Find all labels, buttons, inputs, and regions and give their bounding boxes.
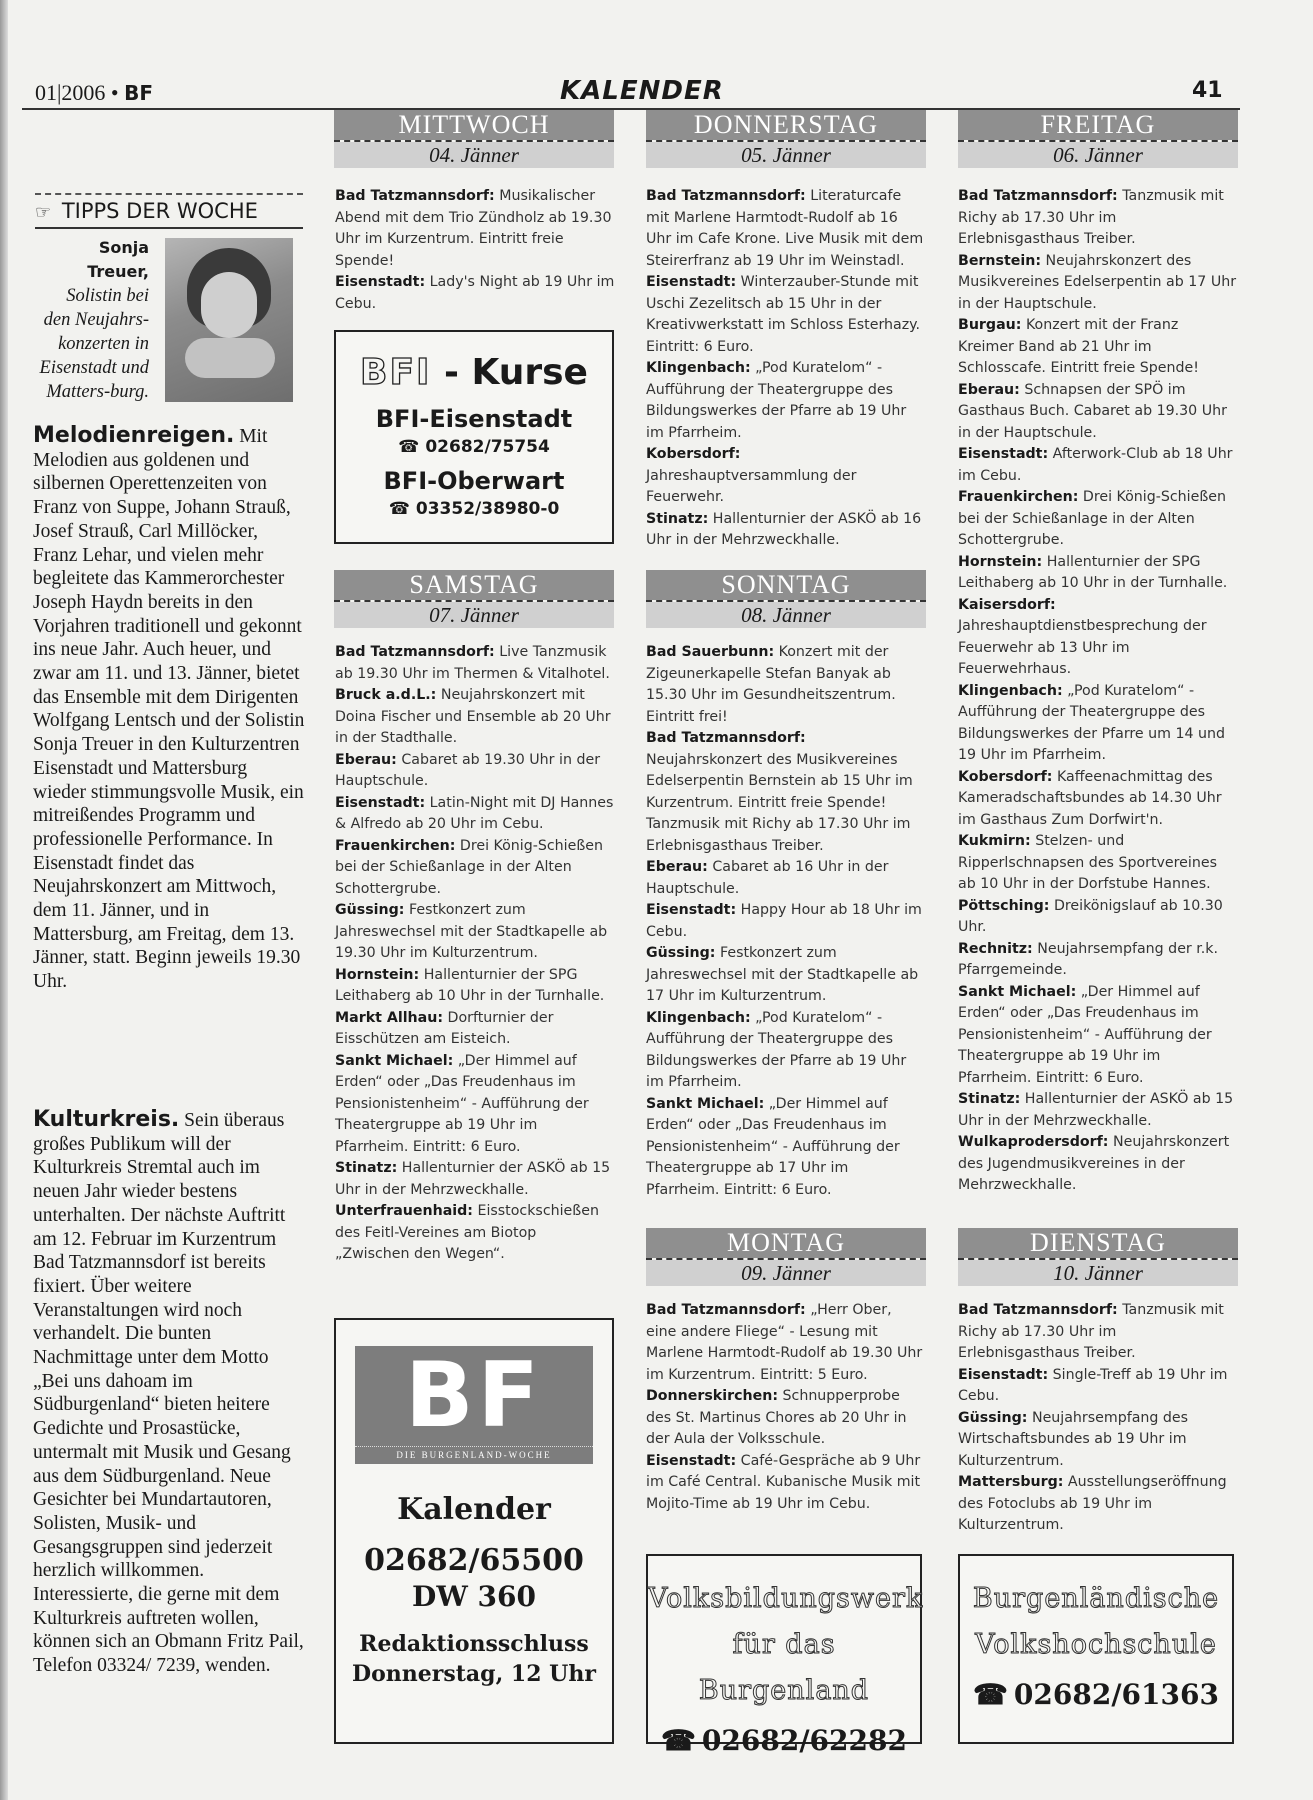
entry-text: Winterzauber-Stunde mit Uschi Zezelitsch ab 15 Uhr in der Kreativwerkstatt im Schloss Esterhazy. Eintritt: 6 Euro. xyxy=(646,274,921,355)
pointing-hand-icon: ☞ xyxy=(35,202,52,223)
listing-entry xyxy=(335,642,615,685)
day-name: FREITAG xyxy=(958,110,1238,140)
entry-text: Hallenturnier der ASKÖ ab 16 Uhr in der Mehrzweckhalle. xyxy=(646,510,922,548)
entry-place: Donnerskirchen: xyxy=(646,1388,778,1404)
entry-text: Hallenturnier der SPG Leithaberg ab 10 Uhr in der Turnhalle. xyxy=(335,966,605,1004)
vbw-title-line2: für das Burgenland xyxy=(698,1629,870,1706)
entry-text: Cabaret ab 19.30 Uhr in der Hauptschule. xyxy=(335,751,601,789)
listing-entry xyxy=(958,896,1238,939)
vhs-title xyxy=(960,1576,1232,1668)
listing-entry xyxy=(646,1300,926,1386)
entry-place: Stinatz: xyxy=(335,1160,398,1176)
entry-text: „Der Himmel auf Erden“ oder „Das Freudenhaus im Pensionistenheim“ - Aufführung der Theatergruppe ab 17 Uhr im Pfarrheim. Eintritt: 6 Euro. xyxy=(646,1095,900,1198)
listing-donnerstag xyxy=(646,186,926,552)
entry-text: Tanzmusik mit Richy ab 17.30 Uhr im Erlebnisgasthaus Treiber. xyxy=(958,188,1224,247)
listing-sonntag xyxy=(646,642,926,1201)
entry-place: Eisenstadt: xyxy=(335,794,426,811)
entry-text: Jahreshauptdienstbesprechung der Feuerwehr ab 13 Uhr im Feuerwehrhaus. xyxy=(958,618,1207,677)
listing-entry xyxy=(958,552,1238,595)
section-title: KALENDER xyxy=(560,76,724,106)
listing-entry xyxy=(646,272,926,358)
article-body: Sein überaus großes Publikum will der Kulturkreis Stremtal auch im neuen Jahr wieder bestens unterhalten. Der nächste Auftritt am 12. Februar im Kurzentrum Bad Tatzmannsdorf ist bereits fixiert. Über weitere Veranstaltungen wird noch verhandelt. Die bunten Nachmittage unter dem Motto „Bei uns dahoam im Südburgenland“ bieten heitere Gedichte und Prosastücke, untermalt mit Musik und Gesang aus dem Südburgenland. Neue Gesichter bei Mundartautoren, Solisten, Musik- und Gesangsgruppen sind jederzeit herzlich willkommen. Interessierte, die gerne mit dem Kulturkreis auftreten wollen, können sich an Obmann Fritz Pail, Telefon 03324/ 7239, wenden. xyxy=(33,1110,304,1677)
bf-ad-deadline xyxy=(336,1629,612,1689)
day-date: 04. Jänner xyxy=(334,142,614,168)
entry-place: Güssing: xyxy=(958,1409,1028,1426)
photo-caption xyxy=(35,236,149,404)
entry-text: Schnapsen der SPÖ im Gasthaus Buch. Cabaret ab 19.30 Uhr in der Hauptschule. xyxy=(958,381,1227,441)
telephone-icon: ☎ xyxy=(388,499,410,519)
entry-place: Kaisersdorf: xyxy=(958,596,1056,613)
entry-text: Jahreshauptversammlung der Feuerwehr. xyxy=(646,467,857,505)
entry-text: Ausstellungseröffnung des Fotoclubs ab 19 Uhr im Kulturzentrum. xyxy=(958,1474,1227,1533)
portrait-hands xyxy=(185,338,275,378)
entry-place: Klingenbach: xyxy=(958,682,1063,699)
listing-entry xyxy=(646,900,926,943)
entry-place: Mattersburg: xyxy=(958,1474,1064,1490)
entry-text: Cabaret ab 16 Uhr in der Hauptschule. xyxy=(646,859,889,897)
listing-mittwoch xyxy=(335,186,615,315)
bf-ad-title: Kalender xyxy=(397,1492,551,1527)
deadline-time: Donnerstag, 12 Uhr xyxy=(352,1661,596,1687)
entry-place: Bad Tatzmannsdorf: xyxy=(335,644,495,660)
entry-text: Neujahrskonzert des Musikvereines Edelserpentin ab 17 Uhr in der Hauptschule. xyxy=(958,252,1237,312)
listing-dienstag xyxy=(958,1300,1238,1537)
entry-text: Hallenturnier der SPG Leithaberg ab 10 Uhr in der Turnhalle. xyxy=(958,553,1228,591)
entry-place: Stinatz: xyxy=(958,1091,1021,1107)
day-date: 08. Jänner xyxy=(646,602,926,628)
brand-name: BF xyxy=(124,81,154,105)
entry-place: Sankt Michael: xyxy=(958,983,1077,1000)
listing-entry xyxy=(335,965,615,1008)
listing-entry xyxy=(958,595,1238,681)
bfi-ad-title: - Kurse xyxy=(444,352,588,393)
day-name: DONNERSTAG xyxy=(646,110,926,140)
entry-text: Lady's Night ab 19 Uhr im Cebu. xyxy=(335,274,615,312)
listing-entry xyxy=(335,1051,615,1159)
tips-heading xyxy=(35,193,303,229)
day-name: SAMSTAG xyxy=(334,570,614,600)
listing-entry xyxy=(958,251,1238,316)
entry-place: Eisenstadt: xyxy=(646,1452,737,1469)
bf-kalender-ad xyxy=(334,1318,614,1744)
volksbildungswerk-ad xyxy=(646,1554,924,1757)
entry-text: Latin-Night mit DJ Hannes & Alfredo ab 20 Uhr im Cebu. xyxy=(335,794,614,832)
entry-place: Klingenbach: xyxy=(646,360,751,376)
listing-entry xyxy=(958,1300,1238,1365)
vbw-title-line1: Volksbildungswerk xyxy=(648,1583,924,1614)
entry-place: Pöttsching: xyxy=(958,897,1050,914)
day-name: MITTWOCH xyxy=(334,110,614,140)
bf-logo xyxy=(355,1343,593,1464)
entry-place: Hornstein: xyxy=(958,553,1043,570)
entry-place: Bad Tatzmannsdorf: xyxy=(958,1302,1118,1318)
listing-entry xyxy=(646,1008,926,1094)
listing-entry xyxy=(958,487,1238,552)
listing-entry xyxy=(335,836,615,901)
listing-entry xyxy=(335,793,615,836)
article-melodienreigen xyxy=(33,424,305,994)
issue-number: 01|2006 xyxy=(35,80,106,105)
entry-text: Kaffeenachmittag des Kameradschaftsbundes ab 14.30 Uhr im Gasthaus Zum Dorfwirt'n. xyxy=(958,768,1222,828)
entry-text: „Pod Kuratelom“ - Aufführung der Theatergruppe des Bildungswerkes der Pfarre ab 19 Uhr im Pfarrheim. xyxy=(646,1009,907,1090)
bfi-oberwart-phone-line xyxy=(336,499,612,519)
entry-place: Stinatz: xyxy=(646,510,709,527)
day-header-sonntag xyxy=(646,570,926,630)
listing-entry xyxy=(335,900,615,965)
entry-place: Hornstein: xyxy=(335,966,420,983)
entry-place: Bad Tatzmannsdorf: xyxy=(646,188,806,204)
day-date: 09. Jänner xyxy=(646,1260,926,1286)
entry-place: Eberau: xyxy=(958,381,1020,398)
entry-text: Festkonzert zum Jahreswechsel mit der Stadtkapelle ab 19.30 Uhr im Kulturzentrum. xyxy=(335,902,608,961)
bf-ad-extension: DW 360 xyxy=(412,1580,536,1613)
vbw-phone: 02682/62282 xyxy=(701,1724,907,1757)
entry-text: Single-Treff ab 19 Uhr im Cebu. xyxy=(958,1366,1228,1404)
entry-place: Bruck a.d.L.: xyxy=(335,687,437,703)
entry-place: Burgau: xyxy=(958,317,1022,333)
entry-text: Drei König-Schießen bei der Schießanlage in der Alten Schottergrube. xyxy=(335,837,603,897)
bfi-oberwart-label: BFI-Oberwart xyxy=(383,467,565,495)
listing-entry xyxy=(958,315,1238,380)
portrait-photo xyxy=(165,238,293,402)
bfi-logo xyxy=(336,352,612,393)
listing-entry xyxy=(335,1201,615,1266)
entry-place: Kukmirn: xyxy=(958,833,1031,849)
listing-entry xyxy=(958,1089,1238,1132)
listing-entry xyxy=(646,1094,926,1202)
day-header-montag xyxy=(646,1228,926,1288)
entry-place: Frauenkirchen: xyxy=(335,837,456,854)
listing-entry xyxy=(958,982,1238,1090)
entry-place: Bad Tatzmannsdorf: xyxy=(335,188,495,204)
listing-entry xyxy=(958,444,1238,487)
listing-entry xyxy=(335,750,615,793)
entry-text: „Der Himmel auf Erden“ oder „Das Freudenhaus im Pensionistenheim“ - Aufführung der Theatergruppe ab 19 Uhr im Pfarrheim. Eintritt: 6 Euro. xyxy=(335,1052,589,1155)
entry-place: Bad Tatzmannsdorf: xyxy=(646,1302,806,1318)
listing-entry xyxy=(958,831,1238,896)
article-kulturkreis xyxy=(33,1108,305,1678)
listing-entry xyxy=(958,767,1238,832)
bf-ad-phone: 02682/65500 xyxy=(364,1543,584,1578)
entry-text: Drei König-Schießen bei der Schießanlage in der Alten Schottergrube. xyxy=(958,489,1226,548)
vbw-title xyxy=(648,1576,924,1714)
day-name: SONNTAG xyxy=(646,570,926,600)
entry-text: Konzert mit der Zigeunerkapelle Stefan Banyak ab 15.30 Uhr im Gesundheitszentrum. Eintritt frei! xyxy=(646,644,896,725)
entry-place: Eisenstadt: xyxy=(646,274,737,290)
day-name: DIENSTAG xyxy=(958,1228,1238,1258)
entry-place: Güssing: xyxy=(646,945,716,961)
entry-text: Happy Hour ab 18 Uhr im Cebu. xyxy=(646,902,922,940)
telephone-icon: ☎ xyxy=(661,1724,696,1757)
entry-place: Bad Tatzmannsdorf: xyxy=(646,730,806,746)
entry-text: Schnupperprobe des St. Martinus Chores ab 20 Uhr in der Aula der Volksschule. xyxy=(646,1388,907,1447)
entry-text: Neujahrsempfang der r.k. Pfarrgemeinde. xyxy=(958,940,1219,978)
portrait-face xyxy=(201,272,257,338)
entry-place: Klingenbach: xyxy=(646,1009,751,1026)
issue-label xyxy=(35,80,153,106)
entry-text: Hallenturnier der ASKÖ ab 15 Uhr in der Mehrzweckhalle. xyxy=(335,1160,611,1198)
listing-entry xyxy=(646,943,926,1008)
entry-place: Eisenstadt: xyxy=(958,1366,1049,1383)
entry-text: „Der Himmel auf Erden“ oder „Das Freudenhaus im Pensionistenheim“ - Aufführung der Theatergruppe ab 19 Uhr im Pfarrheim. Eintritt: 6 Euro. xyxy=(958,983,1212,1086)
entry-text: Dreikönigslauf ab 10.30 Uhr. xyxy=(958,897,1223,935)
entry-place: Frauenkirchen: xyxy=(958,489,1079,505)
article-lead: Melodienreigen. xyxy=(33,423,235,448)
vhs-phone: 02682/61363 xyxy=(1013,1678,1219,1711)
vhs-title-line1: Burgenländische xyxy=(972,1583,1220,1614)
page-number: 41 xyxy=(1192,78,1223,103)
telephone-icon: ☎ xyxy=(973,1678,1008,1711)
listing-entry xyxy=(646,509,926,552)
bfi-oberwart-phone: 03352/38980-0 xyxy=(415,499,560,519)
issue-bullet: • xyxy=(110,80,119,105)
entry-place: Markt Allhau: xyxy=(335,1009,443,1026)
entry-text: Eisstockschießen des Feitl-Vereines am Biotop „Zwischen den Wegen“. xyxy=(335,1203,599,1262)
bfi-logo-letters: BFI xyxy=(360,352,432,393)
entry-text: Literaturcafe mit Marlene Harmtodt-Rudolf ab 16 Uhr im Cafe Krone. Live Musik mit dem Steirerfranz ab 19 Uhr im Weinstadl. xyxy=(646,188,924,269)
day-date: 07. Jänner xyxy=(334,602,614,628)
entry-text: Hallenturnier der ASKÖ ab 15 Uhr in der Mehrzweckhalle. xyxy=(958,1091,1234,1129)
day-header-mittwoch xyxy=(334,110,614,170)
entry-place: Eisenstadt: xyxy=(646,902,737,918)
entry-text: Dorfturnier der Eisschützen am Eisteich. xyxy=(335,1009,554,1047)
entry-place: Eberau: xyxy=(335,751,397,768)
listing-entry xyxy=(646,186,926,272)
entry-text: Konzert mit der Franz Kreimer Band ab 21 Uhr im Schlosscafe. Eintritt freie Spende! xyxy=(958,317,1199,376)
article-body: Mit Melodien aus goldenen und silbernen Operettenzeiten von Franz von Suppe, Johann Strauß, Josef Strauß, Carl Millöcker, Franz Lehar, und vielen mehr begleitete das Kammerorchester Joseph Haydn bereits in den Vorjahren traditionell und gekonnt ins neue Jahr. Auch heuer, und zwar am 11. und 13. Jänner, bietet das Ensemble mit dem Dirigenten Wolfgang Lentsch und der Solistin Sonja Treuer in den Kulturzentren Eisenstadt und Mattersburg wieder stimmungsvolle Musik, ein mitreißendes Programm und professionelle Performance. In Eisenstadt findet das Neujahrskonzert am Mittwoch, dem 11. Jänner, und in Mattersburg, am Freitag, dem 13. Jänner, statt. Beginn jeweils 19.30 Uhr. xyxy=(33,426,305,993)
entry-place: Eisenstadt: xyxy=(335,274,426,290)
bf-logo-tagline: DIE BURGENLAND-WOCHE xyxy=(355,1446,593,1460)
listing-entry xyxy=(646,857,926,900)
listing-entry xyxy=(646,358,926,444)
day-date: 05. Jänner xyxy=(646,142,926,168)
listing-entry xyxy=(335,186,615,272)
listing-entry xyxy=(958,939,1238,982)
day-date: 06. Jänner xyxy=(958,142,1238,168)
entry-place: Bad Sauerbunn: xyxy=(646,644,775,660)
bfi-eisenstadt-phone-line xyxy=(336,437,612,457)
caption-text: Solistin bei den Neujahrs-konzerten in Eisenstadt und Matters-burg. xyxy=(39,286,149,402)
telephone-icon: ☎ xyxy=(398,437,420,457)
listing-entry xyxy=(958,1408,1238,1473)
caption-name: Sonja Treuer, xyxy=(87,238,149,281)
listing-entry xyxy=(958,380,1238,445)
listing-entry xyxy=(958,1472,1238,1537)
tips-title: TIPPS DER WOCHE xyxy=(61,199,258,223)
volkshochschule-ad xyxy=(958,1554,1234,1744)
listing-entry xyxy=(335,272,615,315)
entry-text: Neujahrsempfang des Wirtschaftsbundes ab 19 Uhr im Kulturzentrum. xyxy=(958,1409,1189,1469)
bfi-eisenstadt-label: BFI-Eisenstadt xyxy=(375,405,573,433)
vhs-phone-line xyxy=(960,1678,1232,1711)
listing-entry xyxy=(958,1365,1238,1408)
entry-place: Bernstein: xyxy=(958,252,1042,269)
listing-entry xyxy=(335,1008,615,1051)
day-header-freitag xyxy=(958,110,1238,170)
listing-entry xyxy=(958,186,1238,251)
listing-entry xyxy=(335,685,615,750)
entry-place: Kobersdorf: xyxy=(646,446,741,462)
day-name: MONTAG xyxy=(646,1228,926,1258)
listing-entry xyxy=(646,642,926,728)
listing-entry xyxy=(646,444,926,509)
entry-text: Neujahrskonzert des Musikvereines Edelserpentin Bernstein ab 15 Uhr im Kurzentrum. Eintritt freie Spende! Tanzmusik mit Richy ab 17.30 Uhr im Erlebnisgasthaus Treiber. xyxy=(646,751,913,854)
bfi-eisenstadt-phone: 02682/75754 xyxy=(425,437,550,457)
listing-entry xyxy=(958,1132,1238,1197)
listing-entry xyxy=(958,681,1238,767)
entry-place: Eberau: xyxy=(646,859,708,875)
entry-place: Sankt Michael: xyxy=(646,1095,765,1112)
day-header-donnerstag xyxy=(646,110,926,170)
entry-text: Stelzen- und Ripperlschnapsen des Sportvereines ab 10 Uhr in der Dorfstube Hannes. xyxy=(958,833,1217,892)
vhs-title-line2: Volkshochschule xyxy=(975,1629,1217,1660)
entry-text: Afterwork-Club ab 18 Uhr im Cebu. xyxy=(958,446,1233,484)
entry-text: Neujahrskonzert des Jugendmusikvereines in der Mehrzweckhalle. xyxy=(958,1134,1230,1193)
entry-place: Güssing: xyxy=(335,902,405,918)
entry-text: Neujahrskonzert mit Doina Fischer und Ensemble ab 20 Uhr in der Stadthalle. xyxy=(335,687,611,746)
listing-entry xyxy=(335,1158,615,1201)
entry-text: Live Tanzmusik ab 19.30 Uhr im Thermen & Vitalhotel. xyxy=(335,644,610,682)
entry-place: Unterfrauenhaid: xyxy=(335,1203,473,1219)
entry-text: Musikalischer Abend mit dem Trio Zündholz ab 19.30 Uhr im Kurzentrum. Eintritt freie Spende! xyxy=(335,188,612,269)
entry-text: „Herr Ober, eine andere Fliege“ - Lesung mit Marlene Harmtodt-Rudolf ab 19.30 Uhr im Kurzentrum. Eintritt: 5 Euro. xyxy=(646,1302,923,1383)
listing-entry xyxy=(646,1451,926,1516)
entry-place: Wulkaprodersdorf: xyxy=(958,1134,1109,1150)
listing-samstag xyxy=(335,642,615,1266)
listing-freitag xyxy=(958,186,1238,1197)
entry-place: Kobersdorf: xyxy=(958,768,1053,785)
deadline-label: Redaktionsschluss xyxy=(359,1631,589,1657)
entry-text: Café-Gespräche ab 9 Uhr im Café Central. Kubanische Musik mit Mojito-Time ab 19 Uhr im Cebu. xyxy=(646,1452,921,1512)
article-lead: Kulturkreis. xyxy=(33,1107,180,1132)
page-binding-shadow xyxy=(0,0,8,1800)
entry-text: „Pod Kuratelom“ - Aufführung der Theatergruppe des Bildungswerkes der Pfarre ab 19 Uhr im Pfarrheim. xyxy=(646,360,907,441)
entry-text: Tanzmusik mit Richy ab 17.30 Uhr im Erlebnisgasthaus Treiber. xyxy=(958,1302,1224,1361)
day-header-dienstag xyxy=(958,1228,1238,1288)
bfi-ad xyxy=(334,330,614,544)
entry-place: Sankt Michael: xyxy=(335,1052,454,1069)
entry-place: Bad Tatzmannsdorf: xyxy=(958,188,1118,204)
listing-entry xyxy=(646,728,926,857)
entry-place: Rechnitz: xyxy=(958,940,1033,957)
listing-montag xyxy=(646,1300,926,1515)
entry-place: Eisenstadt: xyxy=(958,446,1049,462)
entry-text: „Pod Kuratelom“ - Aufführung der Theatergruppe des Bildungswerkes der Pfarre um 14 und 19 Uhr im Pfarrheim. xyxy=(958,682,1226,763)
day-header-samstag xyxy=(334,570,614,630)
bf-logo-letters: BF xyxy=(404,1343,544,1448)
vbw-phone-line xyxy=(648,1724,920,1757)
entry-text: Festkonzert zum Jahreswechsel mit der Stadtkapelle ab 17 Uhr im Kulturzentrum. xyxy=(646,945,919,1004)
day-date: 10. Jänner xyxy=(958,1260,1238,1286)
listing-entry xyxy=(646,1386,926,1451)
